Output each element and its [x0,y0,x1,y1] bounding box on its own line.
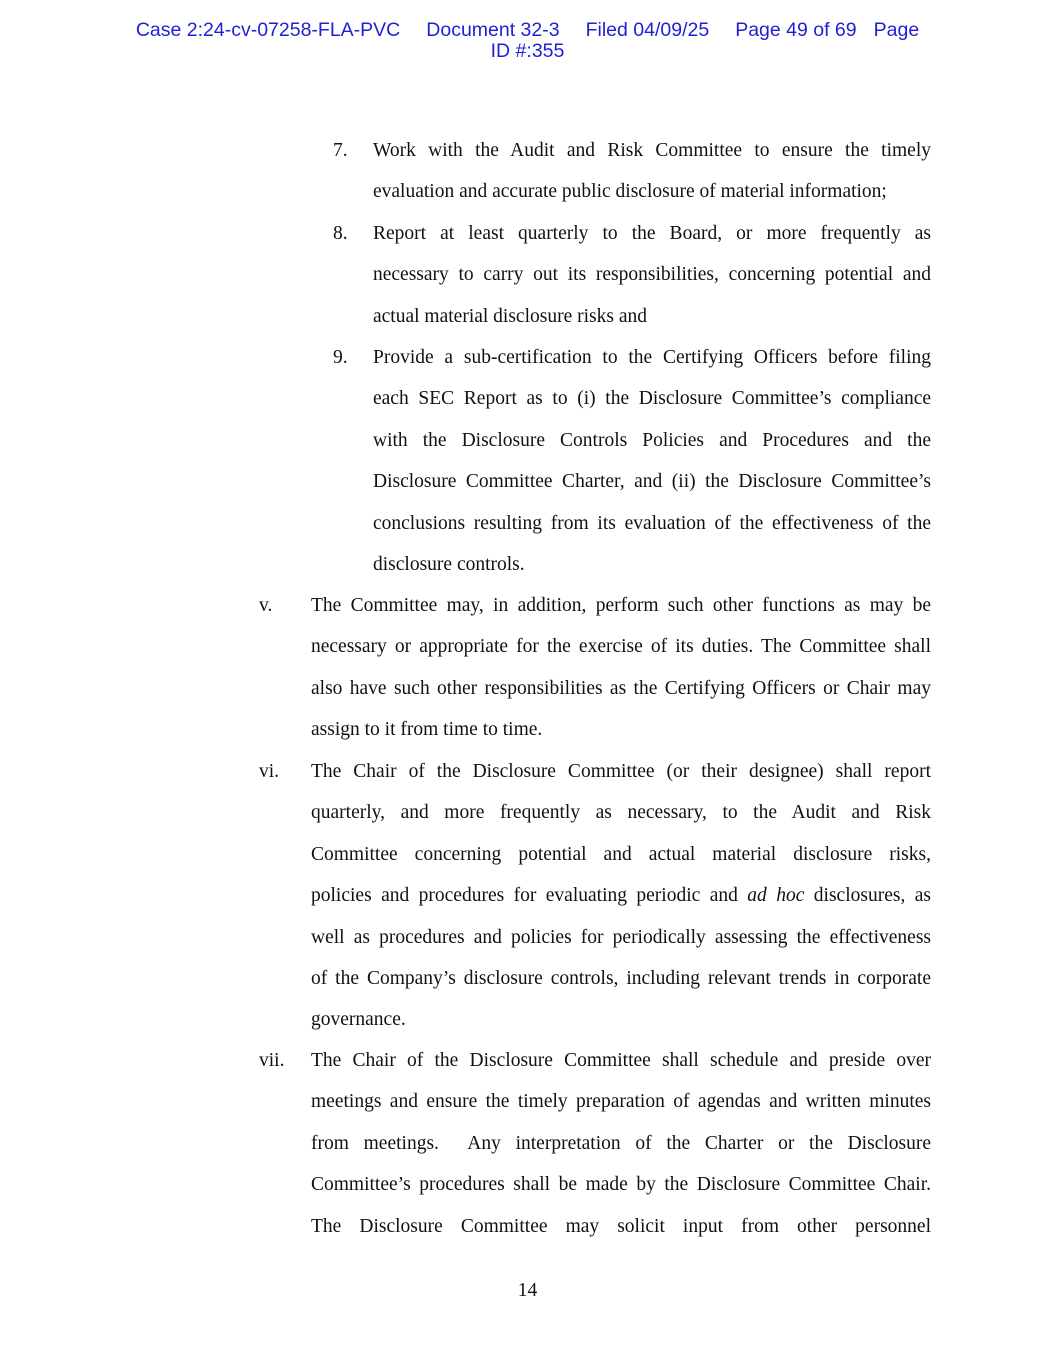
item-text-line: necessary or appropriate for the exercise of its duties. The Committee shall [311,636,931,658]
list-item-8 [333,213,931,337]
page-number: 14 [517,1280,538,1301]
item-text-line: disclosure controls. [373,554,525,576]
item-text-line: also have such other responsibilities as the Certifying Officers or Chair may [311,677,931,699]
list-item-9 [333,337,931,585]
item-text-segment: disclosures, as [813,885,931,907]
case-header [0,20,1055,62]
item-text-line: of the Company’s disclosure controls, including relevant trends in corporate [311,968,931,990]
list-item-vii [259,1040,931,1247]
page-id: ID #:355 [490,40,565,62]
item-number: 8. [333,223,348,244]
item-text-line: evaluation and accurate public disclosure of material information; [373,181,887,203]
item-text-line: with the Disclosure Controls Policies and Procedures and the [373,429,931,451]
item-text-segment: policies and procedures for evaluating periodic and [311,885,738,907]
item-number: v. [259,595,273,616]
list-item-v [259,585,931,751]
item-text-line-with-italic [311,875,931,916]
document-number: Document 32-3 [426,19,560,41]
item-text-line: The Committee may, in addition, perform such other functions as may be [311,595,931,616]
item-number: vi. [259,761,280,782]
item-text-line: The Chair of the Disclosure Committee shall schedule and preside over [311,1050,931,1071]
list-item-vi [259,751,931,1041]
item-text-line: well as procedures and policies for periodically assessing the effectiveness [311,926,931,948]
item-text-line: each SEC Report as to (i) the Disclosure Committee’s compliance [373,388,931,410]
header-line-1 [0,20,1055,41]
item-number: 7. [333,140,348,161]
case-number: Case 2:24-cv-07258-FLA-PVC [135,19,401,41]
item-text-line: necessary to carry out its responsibilities, concerning potential and [373,264,931,286]
item-text-line: The Disclosure Committee may solicit input from other personnel [311,1215,931,1237]
item-text-line: assign to it from time to time. [311,719,543,741]
item-text-line: meetings and ensure the timely preparation of agendas and written minutes [311,1091,931,1113]
item-text-line: Report at least quarterly to the Board, or more frequently as [373,223,931,244]
item-text-line: from meetings. Any interpretation of the Charter or the Disclosure [311,1132,931,1154]
item-text-line: The Chair of the Disclosure Committee (or their designee) shall report [311,761,931,782]
item-text-line: quarterly, and more frequently as necessary, to the Audit and Risk [311,802,931,824]
item-text-line: Disclosure Committee Charter, and (ii) the Disclosure Committee’s [373,471,931,493]
item-text-line: Committee concerning potential and actual material disclosure risks, [311,843,931,865]
item-text-line: Work with the Audit and Risk Committee to ensure the timely [373,140,931,161]
item-text-line: conclusions resulting from its evaluation of the effectiveness of the [373,512,931,534]
page-label: Page [873,19,920,41]
filed-date: Filed 04/09/25 [585,19,710,41]
page-count: Page 49 of 69 [735,19,857,41]
list-item-7 [333,130,931,213]
italic-phrase: ad hoc [747,885,805,907]
item-number: 9. [333,347,348,368]
item-text-line: actual material disclosure risks and [373,305,647,327]
item-number: vii. [259,1050,285,1071]
item-text-line: governance. [311,1009,406,1031]
item-text-line: Provide a sub-certification to the Certifying Officers before filing [373,347,931,368]
item-text-line: Committee’s procedures shall be made by the Disclosure Committee Chair. [311,1174,931,1196]
